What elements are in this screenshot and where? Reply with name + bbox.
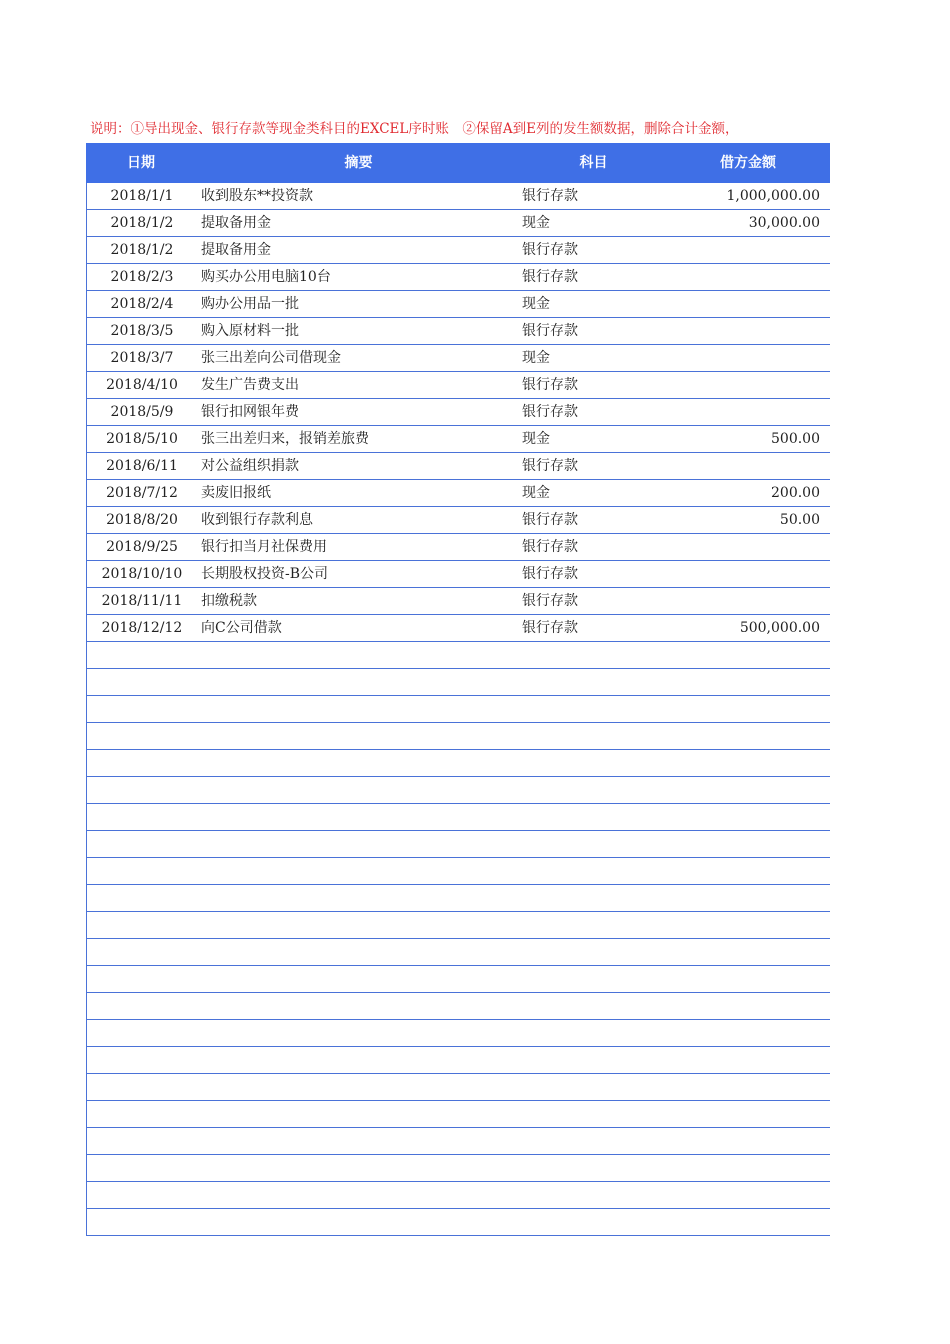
table-row[interactable] — [87, 1128, 830, 1155]
cell-date[interactable] — [87, 1101, 197, 1127]
table-row[interactable] — [87, 696, 830, 723]
table-row[interactable] — [87, 561, 830, 588]
cell-summary[interactable] — [197, 1047, 522, 1073]
cell-subject[interactable] — [522, 1074, 667, 1100]
cell-subject[interactable] — [522, 1155, 667, 1181]
table-row[interactable] — [87, 912, 830, 939]
cell-summary[interactable]: 收到银行存款利息 — [201, 512, 313, 528]
cell-debit[interactable] — [667, 1101, 831, 1127]
cell-date[interactable]: 2018/8/20 — [106, 512, 178, 528]
header-date: 日期 — [127, 155, 155, 171]
cell-debit[interactable] — [667, 1182, 831, 1208]
cell-subject[interactable] — [522, 750, 667, 776]
table-row[interactable] — [87, 183, 830, 210]
cell-date[interactable]: 2018/6/11 — [106, 458, 178, 474]
cell-debit[interactable] — [667, 885, 831, 911]
cell-subject[interactable] — [522, 912, 667, 938]
cell-date[interactable] — [87, 777, 197, 803]
cell-subject[interactable] — [522, 804, 667, 830]
table-row[interactable] — [87, 885, 830, 912]
cell-subject[interactable] — [522, 885, 667, 911]
table-row[interactable] — [87, 399, 830, 426]
cell-summary[interactable]: 发生广告费支出 — [201, 377, 299, 393]
cell-date[interactable] — [87, 1182, 197, 1208]
cell-date[interactable]: 2018/2/4 — [110, 296, 174, 312]
cell-summary[interactable]: 张三出差向公司借现金 — [201, 350, 341, 366]
cell-date[interactable]: 2018/7/12 — [106, 485, 178, 501]
cell-summary[interactable]: 收到股东**投资款 — [201, 188, 313, 204]
cell-debit[interactable] — [667, 1020, 831, 1046]
cell-date[interactable] — [87, 1074, 197, 1100]
cell-summary[interactable] — [197, 912, 522, 938]
cell-subject[interactable]: 银行存款 — [522, 404, 578, 420]
table-row[interactable] — [87, 264, 830, 291]
cell-summary[interactable] — [197, 696, 522, 722]
table-body — [86, 183, 830, 1236]
cell-subject[interactable] — [522, 777, 667, 803]
cell-subject[interactable] — [522, 993, 667, 1019]
table-row[interactable] — [87, 1182, 830, 1209]
cell-debit[interactable] — [667, 831, 831, 857]
cell-summary[interactable]: 长期股权投资-B公司 — [201, 566, 329, 582]
cell-summary[interactable] — [197, 1182, 522, 1208]
table-row[interactable] — [87, 291, 830, 318]
cell-debit[interactable]: 500.00 — [771, 431, 820, 447]
cell-debit[interactable] — [667, 669, 831, 695]
cell-date[interactable] — [87, 1209, 197, 1235]
cell-summary[interactable] — [197, 723, 522, 749]
table-row[interactable] — [87, 1020, 830, 1047]
cell-date[interactable] — [87, 1020, 197, 1046]
cell-subject[interactable] — [522, 1101, 667, 1127]
cell-summary[interactable]: 扣缴税款 — [201, 593, 257, 609]
cell-summary[interactable]: 购买办公用电脑10台 — [201, 269, 331, 285]
cell-subject[interactable]: 银行存款 — [522, 539, 578, 555]
cell-debit[interactable] — [667, 453, 831, 479]
cell-summary[interactable] — [197, 993, 522, 1019]
cell-subject[interactable]: 银行存款 — [522, 377, 578, 393]
cell-summary[interactable] — [197, 1101, 522, 1127]
cell-subject[interactable]: 银行存款 — [522, 269, 578, 285]
table-row[interactable] — [87, 453, 830, 480]
cell-debit[interactable] — [667, 1155, 831, 1181]
cell-summary[interactable] — [197, 1020, 522, 1046]
cell-debit[interactable] — [667, 966, 831, 992]
cell-date[interactable]: 2018/1/2 — [110, 215, 174, 231]
cell-date[interactable] — [87, 642, 197, 668]
cell-debit[interactable] — [667, 291, 831, 317]
table-row[interactable] — [87, 1155, 830, 1182]
cell-debit[interactable] — [667, 399, 831, 425]
cell-summary[interactable] — [197, 1128, 522, 1154]
cell-date[interactable] — [87, 669, 197, 695]
cell-debit[interactable] — [667, 1209, 831, 1235]
cell-date[interactable]: 2018/4/10 — [106, 377, 178, 393]
cell-summary[interactable] — [197, 750, 522, 776]
cell-date[interactable] — [87, 885, 197, 911]
cell-subject[interactable]: 现金 — [522, 215, 550, 231]
cell-summary[interactable] — [197, 1074, 522, 1100]
cell-subject[interactable]: 银行存款 — [522, 188, 578, 204]
cell-summary[interactable] — [197, 804, 522, 830]
instruction-note: 说明：①导出现金、银行存款等现金类科目的EXCEL序时账 ②保留A到E列的发生额数据，删除合计金额， — [90, 121, 739, 137]
cell-summary[interactable] — [197, 777, 522, 803]
ledger-table — [86, 143, 830, 1236]
table-row[interactable] — [87, 372, 830, 399]
cell-debit[interactable] — [667, 1074, 831, 1100]
cell-subject[interactable] — [522, 1020, 667, 1046]
cell-debit[interactable] — [667, 588, 831, 614]
cell-date[interactable]: 2018/11/11 — [101, 593, 183, 609]
cell-debit[interactable]: 500,000.00 — [739, 620, 820, 636]
table-row[interactable] — [87, 1101, 830, 1128]
header-subject: 科目 — [579, 155, 608, 171]
cell-debit[interactable] — [667, 561, 831, 587]
cell-date[interactable] — [87, 696, 197, 722]
table-row[interactable] — [87, 966, 830, 993]
cell-date[interactable] — [87, 912, 197, 938]
cell-subject[interactable]: 银行存款 — [522, 512, 578, 528]
table-row[interactable] — [87, 723, 830, 750]
table-row[interactable] — [87, 426, 830, 453]
cell-subject[interactable] — [522, 939, 667, 965]
cell-debit[interactable] — [667, 237, 831, 263]
cell-subject[interactable] — [522, 1128, 667, 1154]
table-row[interactable] — [87, 480, 830, 507]
cell-date[interactable] — [87, 750, 197, 776]
cell-summary[interactable]: 银行扣当月社保费用 — [201, 539, 327, 555]
cell-debit[interactable] — [667, 1047, 831, 1073]
cell-summary[interactable] — [197, 885, 522, 911]
cell-subject[interactable]: 银行存款 — [522, 323, 578, 339]
table-row[interactable] — [87, 642, 830, 669]
cell-debit[interactable] — [667, 264, 831, 290]
cell-debit[interactable] — [667, 939, 831, 965]
table-row[interactable] — [87, 939, 830, 966]
cell-date[interactable]: 2018/5/9 — [110, 404, 174, 420]
cell-summary[interactable]: 提取备用金 — [201, 215, 271, 231]
cell-summary[interactable]: 卖废旧报纸 — [201, 485, 271, 501]
table-row[interactable] — [87, 615, 830, 642]
cell-debit[interactable] — [667, 642, 831, 668]
cell-subject[interactable]: 现金 — [522, 296, 550, 312]
cell-summary[interactable]: 对公益组织捐款 — [201, 458, 299, 474]
cell-subject[interactable] — [522, 1047, 667, 1073]
cell-date[interactable] — [87, 723, 197, 749]
table-row[interactable] — [87, 318, 830, 345]
table-row[interactable] — [87, 507, 830, 534]
cell-subject[interactable] — [522, 1209, 667, 1235]
table-row[interactable] — [87, 534, 830, 561]
cell-date[interactable] — [87, 831, 197, 857]
cell-summary[interactable] — [197, 858, 522, 884]
cell-debit[interactable] — [667, 1128, 831, 1154]
table-row[interactable] — [87, 237, 830, 264]
table-row[interactable] — [87, 831, 830, 858]
cell-date[interactable]: 2018/3/5 — [110, 323, 174, 339]
table-row[interactable] — [87, 669, 830, 696]
cell-date[interactable] — [87, 1047, 197, 1073]
table-row[interactable] — [87, 993, 830, 1020]
cell-summary[interactable] — [197, 669, 522, 695]
cell-debit[interactable] — [667, 804, 831, 830]
cell-summary[interactable] — [197, 642, 522, 668]
cell-debit[interactable] — [667, 993, 831, 1019]
cell-debit[interactable] — [667, 750, 831, 776]
cell-summary[interactable]: 银行扣网银年费 — [201, 404, 299, 420]
cell-summary[interactable] — [197, 939, 522, 965]
cell-subject[interactable] — [522, 966, 667, 992]
cell-debit[interactable] — [667, 534, 831, 560]
cell-date[interactable]: 2018/1/2 — [110, 242, 174, 258]
cell-subject[interactable] — [522, 669, 667, 695]
cell-subject[interactable] — [522, 723, 667, 749]
cell-date[interactable] — [87, 966, 197, 992]
cell-summary[interactable] — [197, 966, 522, 992]
cell-debit[interactable] — [667, 858, 831, 884]
cell-subject[interactable]: 银行存款 — [522, 593, 578, 609]
cell-subject[interactable] — [522, 858, 667, 884]
cell-summary[interactable]: 购办公用品一批 — [201, 296, 299, 312]
header-debit: 借方金额 — [720, 155, 776, 171]
cell-subject[interactable]: 银行存款 — [522, 458, 578, 474]
cell-summary[interactable] — [197, 1155, 522, 1181]
cell-subject[interactable] — [522, 831, 667, 857]
table-row[interactable] — [87, 804, 830, 831]
cell-subject[interactable] — [522, 696, 667, 722]
header-summary: 摘要 — [344, 155, 373, 171]
cell-debit[interactable]: 200.00 — [771, 485, 820, 501]
cell-date[interactable] — [87, 993, 197, 1019]
table-header — [86, 143, 830, 183]
table-row[interactable] — [87, 750, 830, 777]
cell-summary[interactable] — [197, 1209, 522, 1235]
cell-subject[interactable]: 现金 — [522, 431, 550, 447]
cell-debit[interactable] — [667, 345, 831, 371]
cell-date[interactable]: 2018/1/1 — [110, 188, 174, 204]
cell-debit[interactable]: 1,000,000.00 — [726, 188, 820, 204]
cell-debit[interactable]: 30,000.00 — [748, 215, 820, 231]
table-row[interactable] — [87, 1074, 830, 1101]
cell-summary[interactable] — [197, 831, 522, 857]
cell-date[interactable] — [87, 939, 197, 965]
cell-date[interactable]: 2018/3/7 — [110, 350, 174, 366]
cell-debit[interactable] — [667, 372, 831, 398]
cell-subject[interactable]: 现金 — [522, 350, 550, 366]
cell-subject[interactable]: 银行存款 — [522, 566, 578, 582]
cell-subject[interactable]: 银行存款 — [522, 242, 578, 258]
table-row[interactable] — [87, 858, 830, 885]
cell-debit[interactable] — [667, 912, 831, 938]
cell-subject[interactable] — [522, 1182, 667, 1208]
cell-date[interactable]: 2018/2/3 — [110, 269, 174, 285]
cell-debit[interactable] — [667, 318, 831, 344]
table-row[interactable] — [87, 777, 830, 804]
cell-date[interactable] — [87, 1128, 197, 1154]
table-row[interactable] — [87, 345, 830, 372]
cell-summary[interactable]: 向C公司借款 — [201, 620, 282, 636]
cell-date[interactable]: 2018/12/12 — [101, 620, 183, 636]
table-row[interactable] — [87, 1047, 830, 1074]
cell-summary[interactable]: 购入原材料一批 — [201, 323, 299, 339]
cell-debit[interactable] — [667, 723, 831, 749]
table-row[interactable] — [87, 588, 830, 615]
table-row[interactable] — [87, 1209, 830, 1236]
cell-summary[interactable]: 提取备用金 — [201, 242, 271, 258]
cell-debit[interactable] — [667, 777, 831, 803]
cell-date[interactable]: 2018/9/25 — [106, 539, 178, 555]
cell-date[interactable]: 2018/10/10 — [101, 566, 183, 582]
cell-debit[interactable]: 50.00 — [779, 512, 820, 528]
cell-date[interactable] — [87, 1155, 197, 1181]
cell-subject[interactable]: 银行存款 — [522, 620, 578, 636]
cell-date[interactable] — [87, 858, 197, 884]
cell-date[interactable]: 2018/5/10 — [106, 431, 178, 447]
table-row[interactable] — [87, 210, 830, 237]
cell-subject[interactable] — [522, 642, 667, 668]
cell-subject[interactable]: 现金 — [522, 485, 550, 501]
cell-debit[interactable] — [667, 696, 831, 722]
cell-summary[interactable]: 张三出差归来，报销差旅费 — [201, 431, 369, 447]
cell-date[interactable] — [87, 804, 197, 830]
